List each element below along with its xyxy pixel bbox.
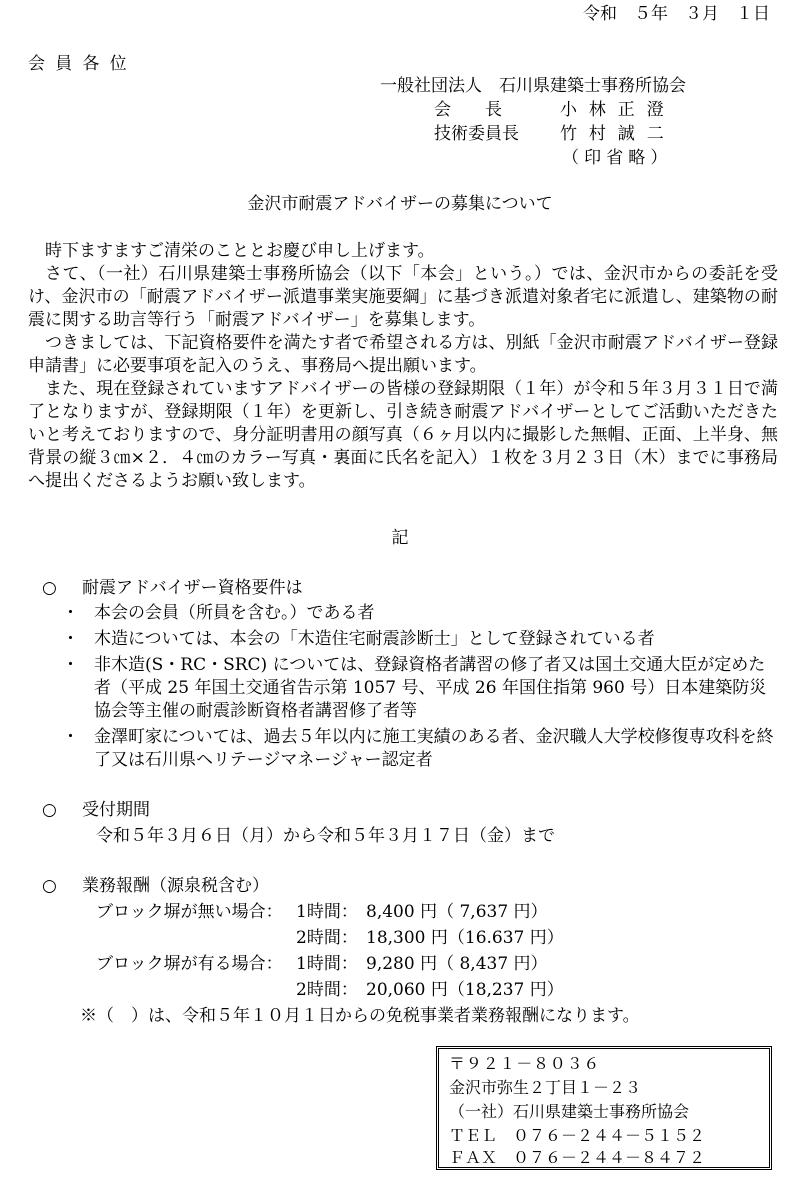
requirement-item [62,628,782,651]
contact-tel: ＴＥＬ ０７６－２４４－５１５２ [449,1126,706,1145]
requirement-item [62,654,782,723]
circle-marker-icon: ○ [42,578,57,598]
document-title: 金沢市耐震アドバイザーの募集について [247,194,553,214]
bullet-icon: ・ [62,655,79,675]
contact-fax: ＦＡＸ ０７６－２４４－８４７２ [449,1148,706,1167]
body-text [28,240,778,493]
fee-case-label: ブロック塀が有る場合： [96,954,283,974]
addressee: 会員各位 [28,54,137,74]
bullet-icon: ・ [62,727,79,747]
president-name: 小林正澄 [560,100,676,120]
contact-postal-code: 〒９２１－８０３６ [449,1054,601,1073]
sender-organization: 一般社団法人 石川県建築士事務所協会 [380,76,686,96]
fee-amount: 20,060 円（18,237 円） [366,980,564,1000]
greeting-paragraph: 時下ますますご清栄のこととお慶び申し上げます。 [45,241,435,261]
fee-hours: 2時間： [296,980,358,1000]
document-date: 令和 ５年 ３月 １日 [583,4,770,24]
requirement-text: 本会の会員（所員を含む。）である者 [94,603,375,623]
fee-note: ※（ ）は、令和５年１０月１日からの免税事業者業務報酬になります。 [80,1006,640,1026]
application-paragraph: つきましては、下記資格要件を満たす者で希望される方は、別紙「金沢市耐震アドバイザー登録申請書」に必要事項を記入のうえ、事務局へ提出願います。 [28,333,778,376]
fee-hours: 2時間： [296,928,358,948]
president-title: 会 長 [434,100,502,120]
fee-case-label: ブロック塀が無い場合： [96,902,283,922]
recruitment-paragraph: さて、（一社）石川県建築士事務所協会（以下「本会」という。）では、金沢市からの委託を受け、金沢市の「耐震アドバイザー派遣事業実施要綱」に基づき派遣対象者宅に派遣し、建築物の耐震に関する助言等行う「耐震アドバイザー」を募集します。 [28,264,778,330]
fee-heading [42,874,269,898]
fee-amount: 18,300 円（16.637 円） [366,928,564,948]
ki-heading: 記 [391,528,409,548]
fee-hours: 1時間： [296,902,358,922]
circle-marker-icon: ○ [42,800,57,820]
fee-heading-text: 業務報酬（源泉税含む） [82,876,269,896]
renewal-paragraph: また、現在登録されていますアドバイザーの皆様の登録期限（１年）が令和５年３月３１日で満了となりますが、登録期限（１年）を更新し、引き続き耐震アドバイザーとしてご活動いただきたいと考えておりますので、身分証明書用の顔写真（６ヶ月以内に撮影した無帽、正面、上半身、無背景の縦３㎝×２．４㎝のカラー写真・裏面に氏名を記入）１枚を３月２３日（木）までに事務局へ提出くださるようお願い致します。 [28,379,778,491]
period-heading [42,798,150,822]
seal-omitted-note: （印省略） [562,148,673,168]
contact-address: 金沢市弥生２丁目１－２３ [449,1078,642,1097]
period-text: 令和５年３月６日（月）から令和５年３月１７日（金）まで [96,826,555,846]
requirements-heading-text: 耐震アドバイザー資格要件は [82,578,303,598]
requirements-heading [42,576,303,600]
committee-chair-title: 技術委員長 [434,124,519,144]
bullet-icon: ・ [62,629,79,649]
fee-amount: 8,400 円（ 7,637 円） [366,902,548,922]
requirement-text: 木造については、本会の「木造住宅耐震診断士」として登録されている者 [94,629,655,649]
requirement-item [62,602,782,625]
requirement-item [62,726,782,772]
contact-organization: （一社）石川県建築士事務所協会 [449,1102,690,1121]
fee-hours: 1時間： [296,954,358,974]
period-heading-text: 受付期間 [82,800,150,820]
committee-chair-name: 竹村誠二 [560,124,676,144]
requirement-text: 金澤町家については、過去５年以内に施工実績のある者、金沢職人大学校修復専攻科を終了又は石川県ヘリテージマネージャー認定者 [94,727,774,770]
circle-marker-icon: ○ [42,876,57,896]
bullet-icon: ・ [62,603,79,623]
fee-amount: 9,280 円（ 8,437 円） [366,954,548,974]
requirement-text: 非木造(S・RC・SRC) については、登録資格者講習の修了者又は国土交通大臣が定めた者（平成 25 年国土交通省告示第 1057 号、平成 26 年国住指第 960 号）日本建築防災協会等主催の耐震診断資格者講習修了者等 [94,655,767,721]
contact-box [436,1046,772,1170]
